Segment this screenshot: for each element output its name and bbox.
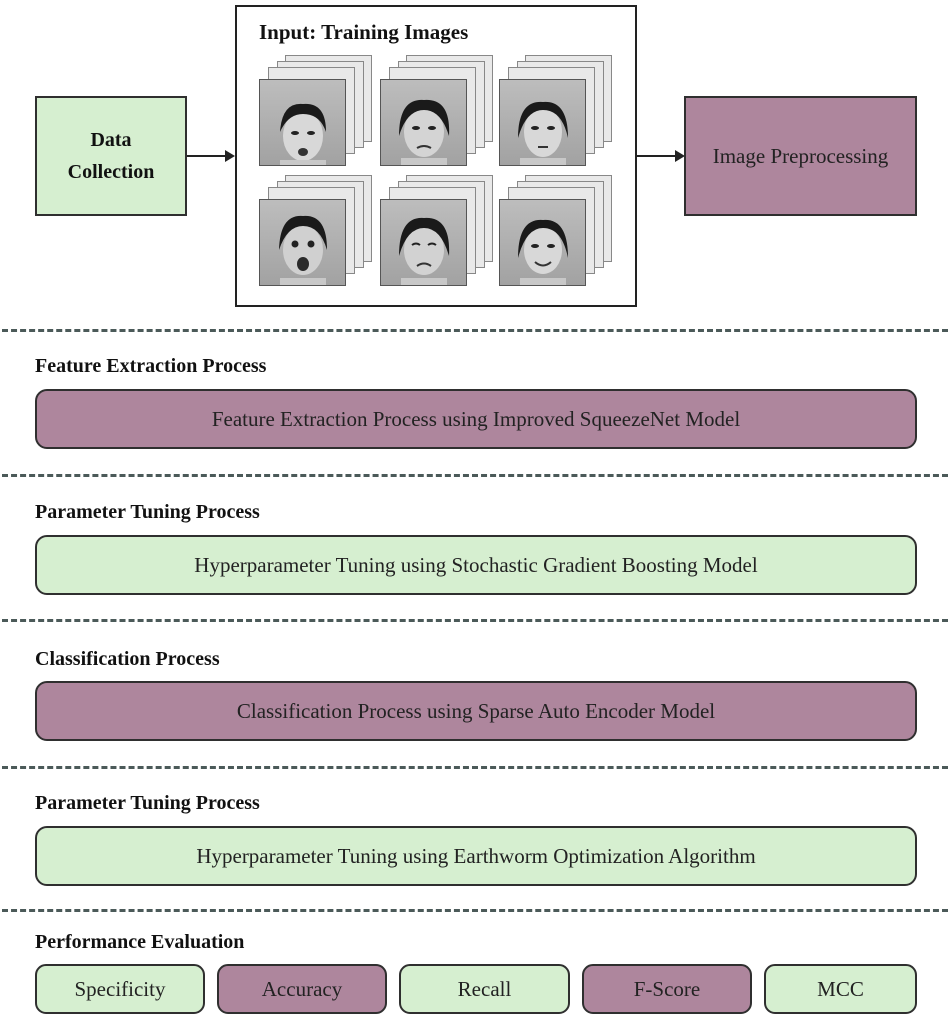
metric-f-score [582, 964, 752, 1014]
data-collection-label: Data Collection [67, 129, 155, 183]
section-divider [2, 329, 948, 332]
image-preprocessing-label: Image Preprocessing [712, 143, 889, 168]
face-sad-image [380, 79, 467, 166]
section-title-parameter-tuning-2: Parameter Tuning Process [35, 792, 260, 814]
data-collection-box [35, 96, 187, 216]
section-title-performance: Performance Evaluation [35, 931, 245, 953]
face-smile-image [499, 199, 586, 286]
arrow-right-icon [187, 146, 235, 166]
face-surprised-image [259, 79, 346, 166]
section-title-feature-extraction: Feature Extraction Process [35, 355, 267, 377]
classification-box [35, 681, 917, 741]
metric-recall [399, 964, 570, 1014]
face-neutral-image [499, 79, 586, 166]
section-divider [2, 909, 948, 912]
section-title-parameter-tuning: Parameter Tuning Process [35, 501, 260, 523]
metric-mcc [764, 964, 917, 1014]
section-divider [2, 619, 948, 622]
section-divider [2, 766, 948, 769]
earthworm-optimization-box [35, 826, 917, 886]
earthworm-optimization-label: Hyperparameter Tuning using Earthworm Optimization Algorithm [196, 843, 756, 868]
metric-label: Accuracy [261, 976, 343, 1001]
input-title: Input: Training Images [259, 20, 469, 44]
metric-label: MCC [817, 976, 864, 1001]
face-crying-image [380, 199, 467, 286]
metric-accuracy [217, 964, 387, 1014]
classification-label: Classification Process using Sparse Auto Encoder Model [236, 698, 716, 723]
image-preprocessing-box [684, 96, 917, 216]
face-shocked-image [259, 199, 346, 286]
section-title-classification: Classification Process [35, 648, 220, 670]
feature-extraction-label: Feature Extraction Process using Improved SqueezeNet Model [211, 406, 741, 431]
metric-label: Recall [457, 976, 512, 1001]
feature-extraction-box [35, 389, 917, 449]
section-divider [2, 474, 948, 477]
stochastic-gradient-boosting-label: Hyperparameter Tuning using Stochastic Gradient Boosting Model [194, 552, 758, 577]
metric-label: F-Score [633, 976, 701, 1001]
metric-specificity [35, 964, 205, 1014]
metric-label: Specificity [74, 976, 166, 1001]
stochastic-gradient-boosting-box [35, 535, 917, 595]
arrow-right-icon [637, 146, 685, 166]
